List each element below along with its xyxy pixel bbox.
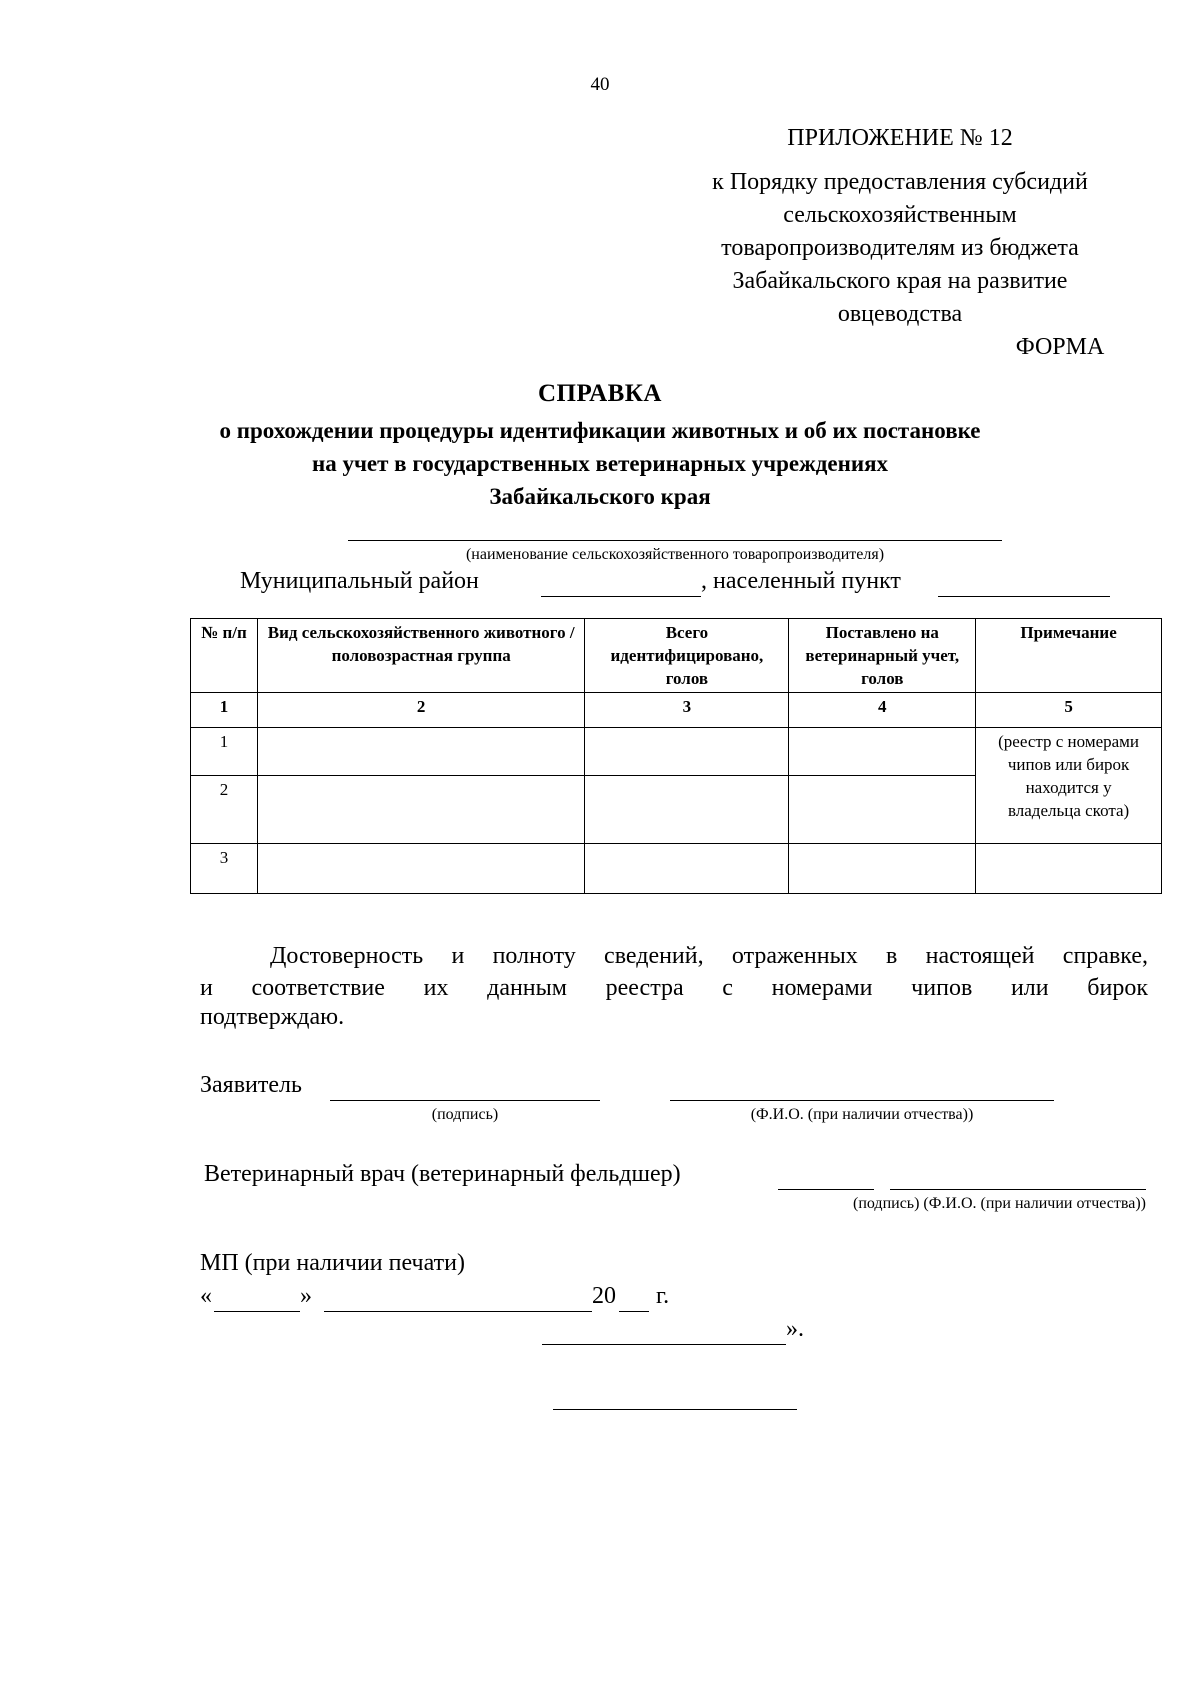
veterinarian-name-field[interactable] <box>890 1189 1146 1190</box>
producer-caption: (наименование сельскохозяйственного товаропроизводителя) <box>465 546 885 563</box>
date-close-quote: » <box>300 1283 312 1309</box>
date-month-field[interactable] <box>324 1311 592 1312</box>
date-year-field[interactable] <box>619 1311 649 1312</box>
settlement-field[interactable] <box>938 596 1110 597</box>
closing-line <box>542 1344 786 1345</box>
identified-count-cell[interactable] <box>585 728 789 776</box>
column-number: 5 <box>976 693 1162 728</box>
note-cell-empty[interactable] <box>976 844 1162 894</box>
appendix-label: ПРИЛОЖЕНИЕ № 12 <box>787 125 1013 151</box>
year-prefix: 20 <box>592 1283 616 1309</box>
appendix-reference <box>620 166 1180 331</box>
identification-table <box>190 618 1162 894</box>
column-number: 4 <box>789 693 976 728</box>
row-number: 1 <box>191 728 258 776</box>
veterinarian-signature-field[interactable] <box>778 1189 874 1190</box>
table-header-row <box>191 619 1162 693</box>
animal-type-cell[interactable] <box>257 844 585 894</box>
document-subtitle-line: на учет в государственных ветеринарных учреждениях <box>311 451 889 476</box>
appendix-line: сельскохозяйственным <box>783 202 1017 228</box>
veterinarian-label: Ветеринарный врач (ветеринарный фельдшер) <box>204 1161 681 1187</box>
year-suffix: г. <box>656 1283 670 1309</box>
table-row <box>191 728 1162 776</box>
document-title: СПРАВКА <box>538 380 662 407</box>
header-cell: Всего идентифицировано, голов <box>585 619 789 693</box>
applicant-signature-caption: (подпись) <box>431 1106 499 1123</box>
column-number: 1 <box>191 693 258 728</box>
confirmation-line: и соответствие их данным реестра с номерами чипов или бирок <box>200 975 1148 1001</box>
appendix-line: овцеводства <box>837 301 963 327</box>
registered-count-cell[interactable] <box>789 844 976 894</box>
date-day-field[interactable] <box>214 1311 300 1312</box>
producer-name-field[interactable] <box>348 540 1002 541</box>
settlement-label: , населенный пункт <box>701 568 901 594</box>
appendix-line: к Порядку предоставления субсидий <box>712 169 1088 195</box>
row-number: 3 <box>191 844 258 894</box>
document-subtitle-line: о прохождении процедуры идентификации животных и об их постановке <box>219 418 981 443</box>
applicant-name-field[interactable] <box>670 1100 1054 1101</box>
applicant-signature-field[interactable] <box>330 1100 600 1101</box>
veterinarian-caption: (подпись) (Ф.И.О. (при наличии отчества)) <box>853 1195 1146 1212</box>
identified-count-cell[interactable] <box>585 844 789 894</box>
form-label: ФОРМА <box>1015 334 1105 360</box>
end-divider <box>553 1409 797 1410</box>
page-number: 40 <box>590 74 610 95</box>
confirmation-line: Достоверность и полноту сведений, отраженных в настоящей справке, <box>270 943 1148 969</box>
confirmation-line: подтверждаю. <box>200 1004 345 1030</box>
table-numbering-row <box>191 693 1162 728</box>
header-cell: № п/п <box>191 619 258 693</box>
document-subtitle-line: Забайкальского края <box>489 484 711 509</box>
row-number: 2 <box>191 776 258 844</box>
applicant-label: Заявитель <box>200 1072 302 1098</box>
appendix-line: товаропроизводителям из бюджета <box>721 235 1079 261</box>
header-cell: Примечание <box>976 619 1162 693</box>
registered-count-cell[interactable] <box>789 776 976 844</box>
stamp-label: МП (при наличии печати) <box>200 1250 465 1276</box>
column-number: 2 <box>257 693 585 728</box>
district-label: Муниципальный район <box>240 568 479 594</box>
column-number: 3 <box>585 693 789 728</box>
note-cell: (реестр с номерами чипов или бирок находится у владельца скота) <box>976 728 1162 844</box>
table-row <box>191 844 1162 894</box>
identified-count-cell[interactable] <box>585 776 789 844</box>
header-cell: Поставлено на ветеринарный учет, голов <box>789 619 976 693</box>
district-field[interactable] <box>541 596 701 597</box>
header-cell: Вид сельскохозяйственного животного / половозрастная группа <box>257 619 585 693</box>
closing-mark: ». <box>786 1316 804 1342</box>
animal-type-cell[interactable] <box>257 728 585 776</box>
date-open-quote: « <box>200 1283 212 1309</box>
appendix-line: Забайкальского края на развитие <box>732 268 1068 294</box>
applicant-name-caption: (Ф.И.О. (при наличии отчества)) <box>750 1106 974 1123</box>
registered-count-cell[interactable] <box>789 728 976 776</box>
animal-type-cell[interactable] <box>257 776 585 844</box>
